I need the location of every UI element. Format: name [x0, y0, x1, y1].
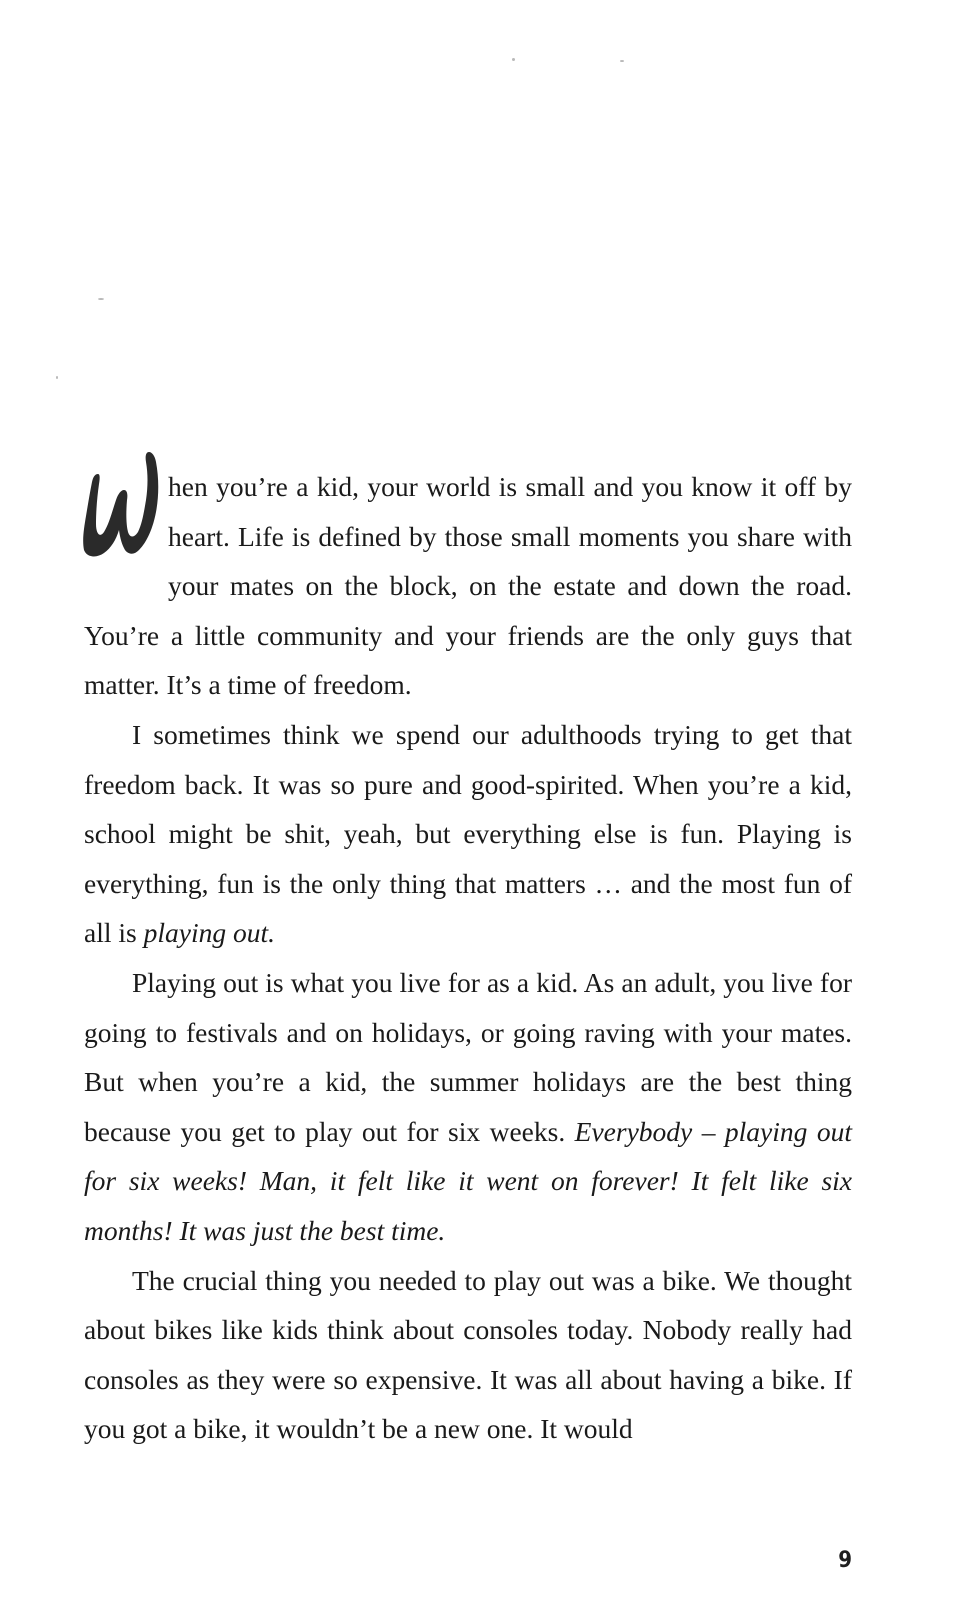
body-text: [84, 462, 852, 1454]
paragraph-3: [84, 958, 852, 1256]
dropcap: [84, 466, 166, 562]
scan-speck: [620, 60, 624, 62]
paragraph-1: [84, 462, 852, 710]
paragraph-4: [84, 1256, 852, 1454]
paragraph-2: [84, 710, 852, 958]
paragraph-4-text: The crucial thing you needed to play out was a bike. We thought about bikes like kids think about consoles today. Nobody really had consoles as they were so expensive. It was all about having a bike. If you got a bike, it wouldn’t be a new one. It would: [84, 1264, 852, 1445]
paragraph-1-text: hen you’re a kid, your world is small and you know it off by heart. Life is defined by those small moments you share with your mates on the block, on the estate and down the road. You’re a little community and your friends are the only guys that matter. It’s a time of freedom.: [84, 471, 852, 701]
paragraph-2-text: I sometimes think we spend our adulthoods trying to get that freedom back. It was so pure and good-spirited. When you’re a kid, school might be shit, yeah, but everything else is fun. Playing is everything, fun is the only thing that matters … and the most fun of all is: [84, 718, 852, 949]
paragraph-2-italic: playing out.: [143, 917, 275, 949]
page-number: 9: [838, 1548, 852, 1573]
scan-speck: [512, 58, 515, 61]
dropcap-w-graphic: [76, 446, 168, 564]
paragraph-3-text: Playing out is what you live for as a kid. As an adult, you live for going to festivals and on holidays, or going raving with your mates. But when you’re a kid, the summer holidays are the best thing because you get to play out for six weeks.: [84, 966, 852, 1147]
paragraph-3-italic: Everybody – playing out for six weeks! Man, it felt like it went on forever! It felt like six months! It was just the best time.: [84, 1115, 852, 1246]
scan-speck: [98, 298, 104, 300]
scan-speck: [56, 376, 58, 379]
